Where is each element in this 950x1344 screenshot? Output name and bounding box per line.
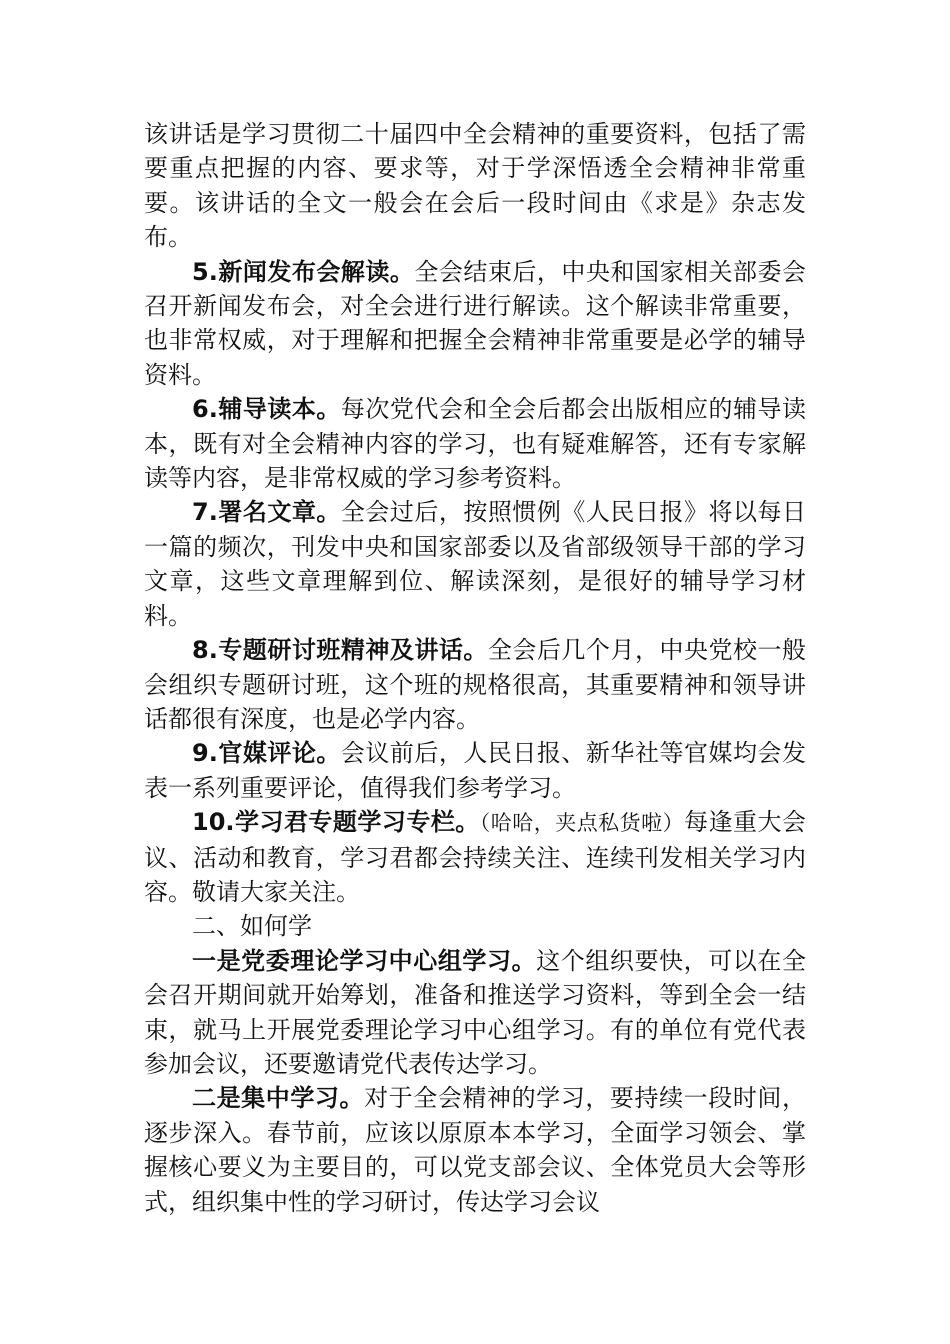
- paragraph-group-study: [144, 944, 806, 1082]
- paragraph-text: 每次党代会和全会后都会出版相应的辅导读本，既有对全会精神内容的学习，也有疑难解答，还有专家解读等内容，是非常权威的学习参考资料。: [144, 395, 806, 493]
- paragraph-media-commentary: [144, 736, 806, 805]
- paragraph-heading: 6.辅导读本。: [192, 395, 341, 424]
- paragraph-heading: 5.新闻发布会解读。: [192, 257, 415, 286]
- paragraph-heading: 一是党委理论学习中心组学习。: [192, 946, 537, 975]
- paragraph-seminar: [144, 633, 806, 736]
- paragraph-heading: 8.专题研讨班精神及讲话。: [192, 636, 488, 665]
- paragraph-press-conference: [144, 255, 806, 393]
- section-heading-how-to-learn: [144, 909, 806, 943]
- paragraph-text: 这个组织要快，可以在全会召开期间就开始筹划，准备和推送学习资料，等到全会一结束，就马上开展党委理论学习中心组学习。有的单位有党代表参加会议，还要邀请党代表传达学习。: [144, 946, 807, 1078]
- paragraph-text: 对于全会精神的学习，要持续一段时间，逐步深入。春节前，应该以原原本本学习，全面学习领会、掌握核心要义为主要目的，可以党支部会议、全体党员大会等形式，组织集中性的学习研讨，传达学习会议: [144, 1084, 807, 1216]
- paragraph-text: 会议前后，人民日报、新华社等官媒均会发表一系列重要评论，值得我们参考学习。: [144, 739, 806, 802]
- paragraph-speech-note: [144, 117, 806, 255]
- paragraph-text: 全会过后，按照惯例《人民日报》将以每日一篇的频次，刊发中央和国家部委以及省部级领导干部的学习文章，这些文章理解到位、解读深刻，是很好的辅导学习材料。: [144, 498, 806, 630]
- paragraph-heading: 7.署名文章。: [192, 498, 341, 527]
- paragraph-column: [144, 805, 806, 909]
- paragraph-text: 该讲话是学习贯彻二十届四中全会精神的重要资料，包括了需要重点把握的内容、要求等，对于学深悟透全会精神非常重要。该讲话的全文一般会在会后一段时间由《求是》杂志发布。: [144, 120, 806, 252]
- paragraph-text: 全会结束后，中央和国家相关部委会召开新闻发布会，对全会进行进行解读。这个解读非常重要，也非常权威，对于理解和把握全会精神非常重要是必学的辅导资料。: [144, 257, 806, 389]
- paragraph-heading: 二是集中学习。: [192, 1084, 365, 1113]
- paragraph-heading: 9.官媒评论。: [192, 739, 341, 768]
- paragraph-aside: （哈哈，夹点私货啦）: [479, 811, 685, 836]
- paragraph-reading-guide: [144, 392, 806, 495]
- paragraph-heading: 10.学习君专题学习专栏。: [192, 808, 480, 837]
- paragraph-concentrated-study: [144, 1081, 806, 1219]
- paragraph-signed-articles: [144, 495, 806, 633]
- paragraph-text: 每逢重大会议、活动和教育，学习君都会持续关注、连续刊发相关学习内容。敬请大家关注。: [144, 808, 807, 906]
- document-body: [144, 117, 806, 1219]
- section-heading-text: 二、如何学: [192, 912, 312, 941]
- paragraph-text: 全会后几个月，中央党校一般会组织专题研讨班，这个班的规格很高，其重要精神和领导讲话都很有深度，也是必学内容。: [144, 636, 806, 733]
